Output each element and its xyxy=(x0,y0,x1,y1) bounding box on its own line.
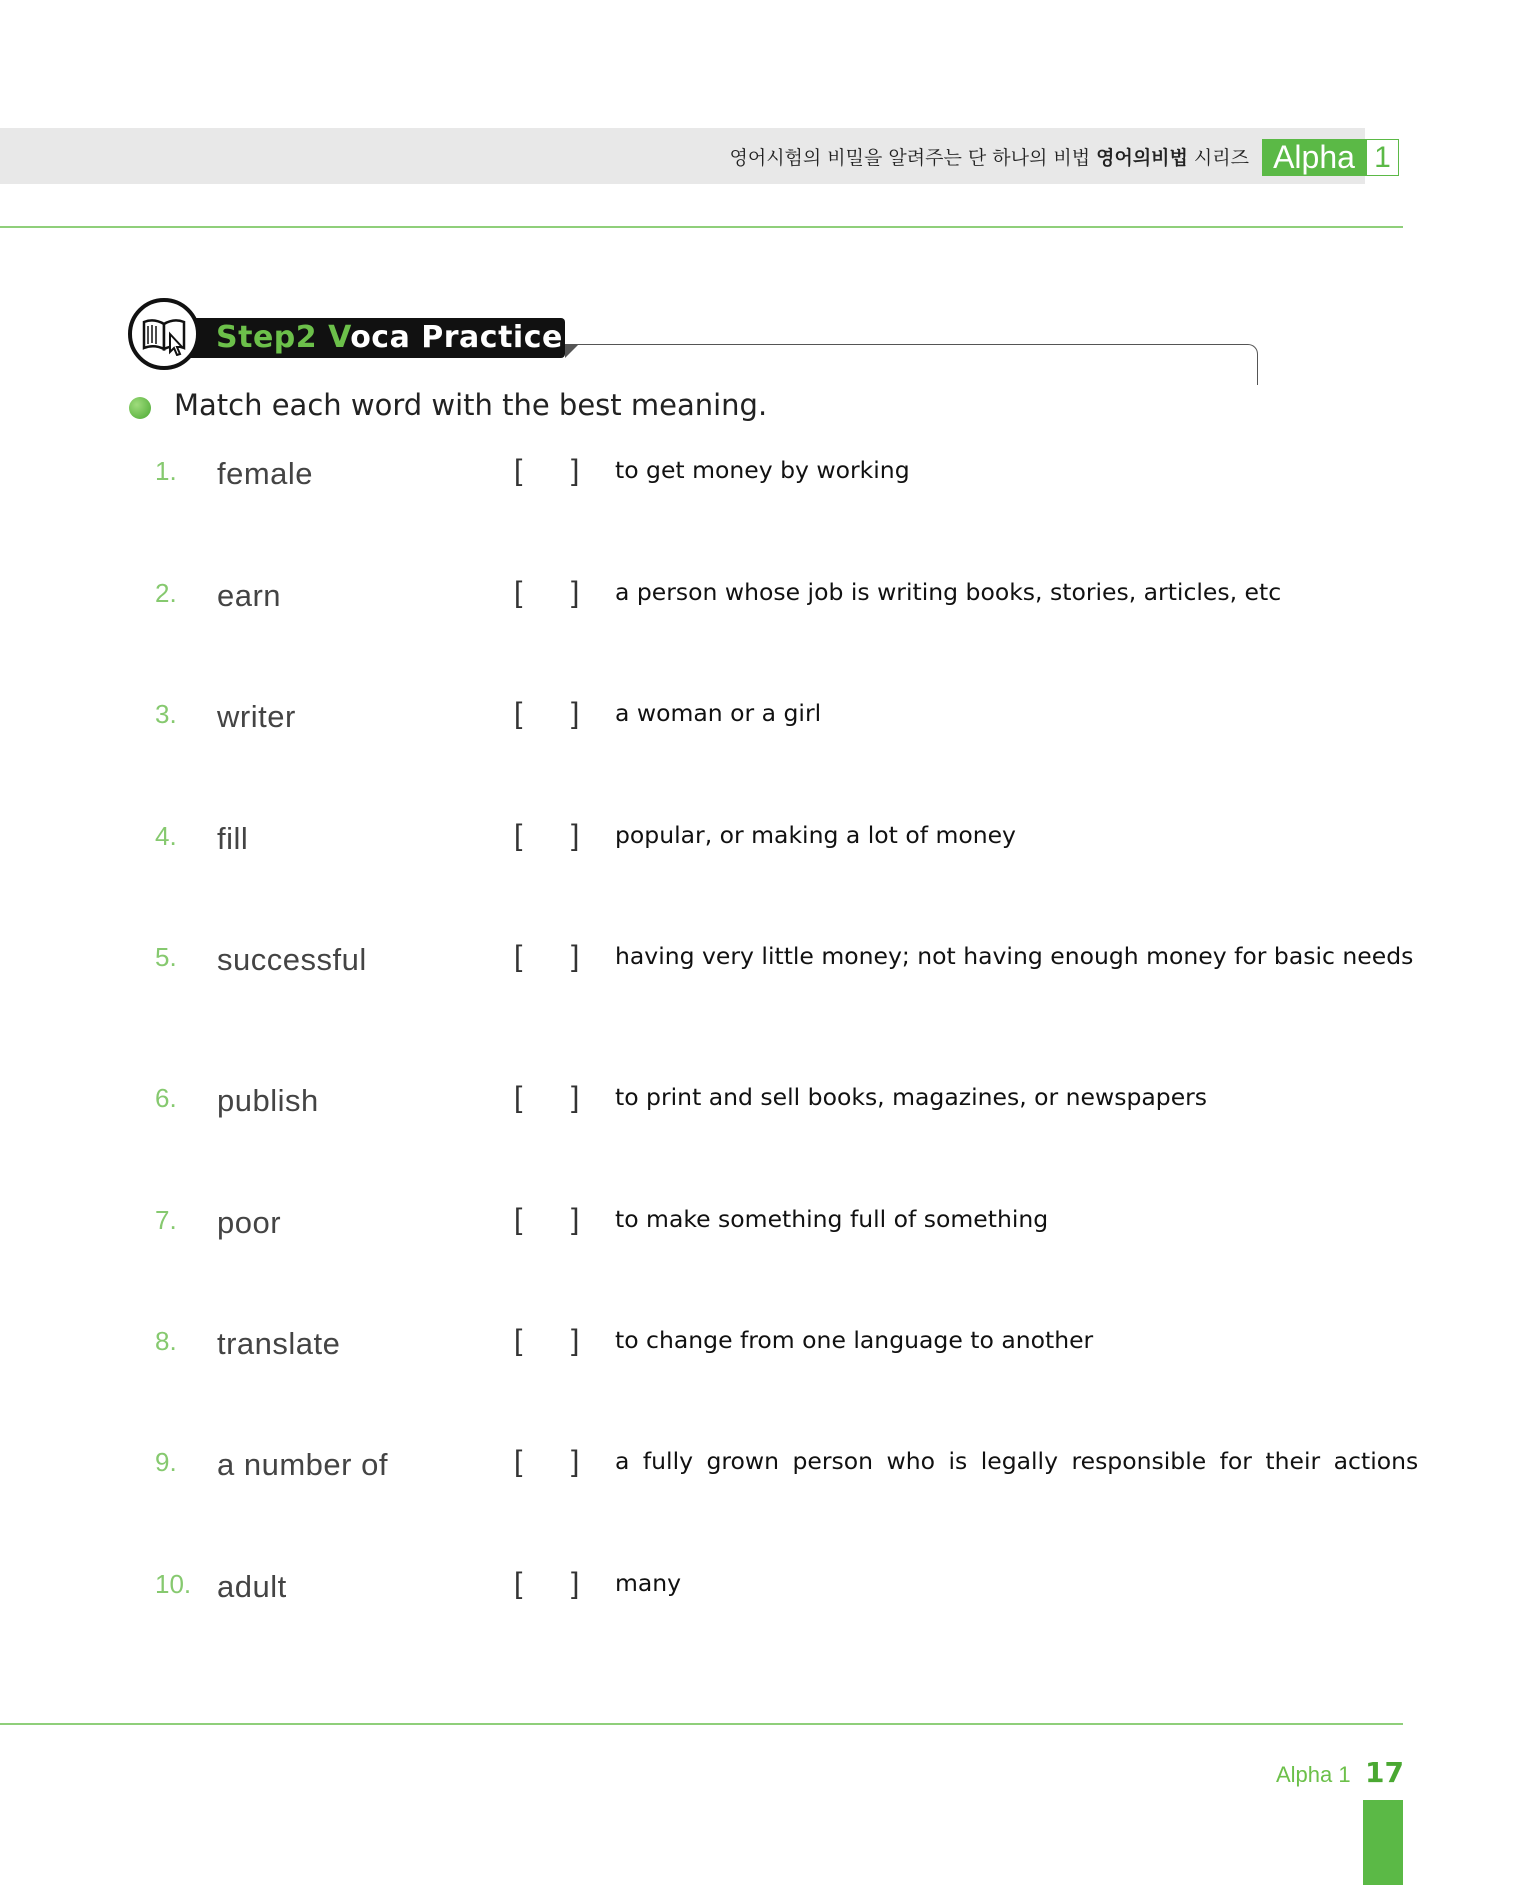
answer-bracket-close[interactable]: ] xyxy=(571,819,580,852)
answer-bracket-open[interactable]: [ xyxy=(514,1081,523,1114)
item-word: successful xyxy=(217,942,367,977)
item-meaning: to get money by working xyxy=(615,456,910,484)
item-word: poor xyxy=(217,1205,282,1240)
answer-bracket-open[interactable]: [ xyxy=(514,1203,523,1236)
list-item xyxy=(0,1447,1531,1497)
answer-bracket-open[interactable]: [ xyxy=(514,454,523,487)
item-number: 2. xyxy=(155,578,177,608)
instruction-bullet-icon xyxy=(129,397,151,419)
list-item xyxy=(0,1326,1531,1376)
item-number: 6. xyxy=(155,1083,177,1113)
item-meaning: having very little money; not having enough money for basic needs xyxy=(615,942,1414,970)
answer-bracket-close[interactable]: ] xyxy=(571,697,580,730)
voca-initial: V xyxy=(328,320,351,355)
item-number: 4. xyxy=(155,821,177,851)
item-meaning: a woman or a girl xyxy=(615,699,822,727)
list-item xyxy=(0,578,1531,628)
series-bold-name: 영어의비법 xyxy=(1096,147,1188,169)
answer-bracket-close[interactable]: ] xyxy=(571,1445,580,1478)
section-title xyxy=(216,318,563,358)
book-badge xyxy=(128,298,200,370)
item-meaning: to make something full of something xyxy=(615,1205,1049,1233)
answer-bracket-open[interactable]: [ xyxy=(514,1445,523,1478)
list-item xyxy=(0,942,1531,992)
answer-bracket-open[interactable]: [ xyxy=(514,819,523,852)
answer-bracket-close[interactable]: ] xyxy=(571,1567,580,1600)
alpha-badge: Alpha xyxy=(1262,139,1366,176)
item-number: 5. xyxy=(155,942,177,972)
bottom-divider xyxy=(0,1723,1403,1725)
item-meaning: a person whose job is writing books, stories, articles, etc xyxy=(615,578,1282,606)
answer-bracket-close[interactable]: ] xyxy=(571,1081,580,1114)
item-number: 1. xyxy=(155,456,177,486)
top-divider xyxy=(0,226,1403,228)
answer-bracket-close[interactable]: ] xyxy=(571,576,580,609)
item-word: translate xyxy=(217,1326,341,1361)
item-word: writer xyxy=(217,699,296,734)
item-number: 7. xyxy=(155,1205,177,1235)
answer-bracket-close[interactable]: ] xyxy=(571,1203,580,1236)
answer-bracket-open[interactable]: [ xyxy=(514,1567,523,1600)
step-label: Step2 xyxy=(216,320,318,355)
page-number: 17 xyxy=(1365,1756,1404,1789)
item-word: adult xyxy=(217,1569,287,1604)
series-tagline xyxy=(729,143,1249,170)
list-item xyxy=(0,699,1531,749)
item-word: a number of xyxy=(217,1447,388,1482)
list-item xyxy=(0,1569,1531,1619)
answer-bracket-close[interactable]: ] xyxy=(571,454,580,487)
item-number: 9. xyxy=(155,1447,177,1477)
item-word: earn xyxy=(217,578,282,613)
item-number: 3. xyxy=(155,699,177,729)
list-item xyxy=(0,456,1531,506)
answer-bracket-close[interactable]: ] xyxy=(571,940,580,973)
list-item xyxy=(0,1083,1531,1133)
item-meaning: popular, or making a lot of money xyxy=(615,821,1016,849)
list-item xyxy=(0,821,1531,871)
item-meaning: many xyxy=(615,1569,682,1597)
voca-rest: oca Practice xyxy=(350,320,563,355)
list-item xyxy=(0,1205,1531,1255)
page-edge-tab xyxy=(1363,1800,1403,1885)
item-meaning: to change from one language to another xyxy=(615,1326,1094,1354)
footer-book-label: Alpha 1 xyxy=(1276,1762,1351,1787)
section-frame-line xyxy=(565,344,1258,385)
answer-bracket-open[interactable]: [ xyxy=(514,1324,523,1357)
item-word: female xyxy=(217,456,314,491)
item-number: 10. xyxy=(155,1569,192,1599)
item-word: fill xyxy=(217,821,249,856)
item-meaning: a fully grown person who is legally responsible for their actions xyxy=(615,1447,1419,1475)
instruction-text: Match each word with the best meaning. xyxy=(174,388,768,422)
answer-bracket-open[interactable]: [ xyxy=(514,576,523,609)
alpha-badge-number: 1 xyxy=(1366,139,1399,176)
answer-bracket-open[interactable]: [ xyxy=(514,697,523,730)
answer-bracket-close[interactable]: ] xyxy=(571,1324,580,1357)
answer-bracket-open[interactable]: [ xyxy=(514,940,523,973)
series-prefix: 영어시험의 비밀을 알려주는 단 하나의 비법 xyxy=(729,147,1097,169)
banner-fold xyxy=(565,344,579,358)
item-meaning: to print and sell books, magazines, or newspapers xyxy=(615,1083,1208,1111)
item-number: 8. xyxy=(155,1326,177,1356)
open-book-cursor-icon xyxy=(140,314,190,356)
series-suffix: 시리즈 xyxy=(1187,147,1249,169)
item-word: publish xyxy=(217,1083,319,1118)
